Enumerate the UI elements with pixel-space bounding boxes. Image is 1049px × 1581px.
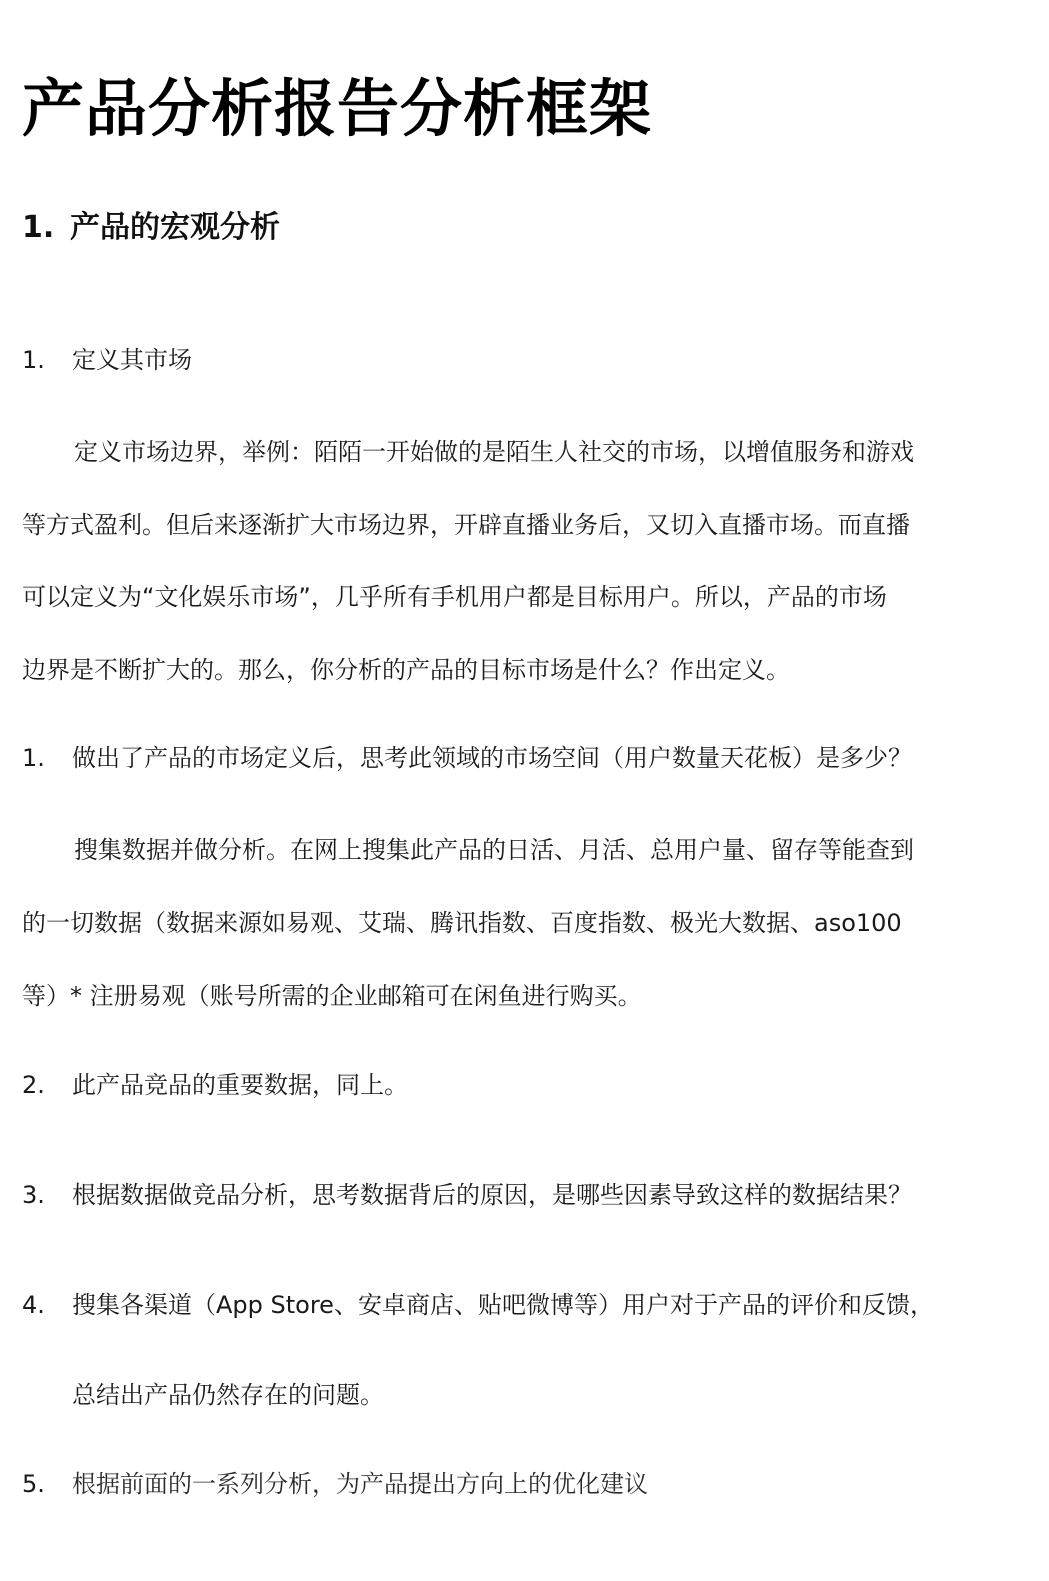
- section-heading: [22, 204, 280, 252]
- list-item-number: 3.: [22, 1181, 45, 1209]
- section-number: 1.: [22, 210, 55, 245]
- paragraph-line: 的一切数据（数据来源如易观、艾瑞、腾讯指数、百度指数、极光大数据、aso100: [22, 909, 902, 937]
- section-title: 产品的宏观分析: [70, 210, 280, 245]
- paragraph-line: 等）* 注册易观（账号所需的企业邮箱可在闲鱼进行购买。: [22, 982, 642, 1010]
- paragraph-line: 可以定义为“文化娱乐市场”，几乎所有手机用户都是目标用户。所以，产品的市场: [22, 583, 887, 611]
- page-title: 产品分析报告分析框架: [22, 72, 653, 145]
- paragraph-line: 搜集数据并做分析。在网上搜集此产品的日活、月活、总用户量、留存等能查到: [74, 836, 914, 864]
- list-item-number: 1.: [22, 744, 45, 772]
- list-item-text: 总结出产品仍然存在的问题。: [72, 1381, 384, 1409]
- list-item-text: 根据前面的一系列分析，为产品提出方向上的优化建议: [72, 1470, 648, 1498]
- list-item-number: 2.: [22, 1071, 45, 1099]
- list-item-number: 5.: [22, 1470, 45, 1498]
- list-item-text: 根据数据做竞品分析，思考数据背后的原因，是哪些因素导致这样的数据结果？: [72, 1181, 912, 1209]
- list-item-number: 1.: [22, 346, 45, 374]
- list-item-text: 此产品竞品的重要数据，同上。: [72, 1071, 408, 1099]
- paragraph-line: 定义市场边界，举例：陌陌一开始做的是陌生人社交的市场，以增值服务和游戏: [74, 438, 914, 466]
- list-item-text: 做出了产品的市场定义后，思考此领域的市场空间（用户数量天花板）是多少？: [72, 744, 912, 772]
- paragraph-line: 边界是不断扩大的。那么，你分析的产品的目标市场是什么？作出定义。: [22, 656, 790, 684]
- list-item-text: 定义其市场: [72, 346, 192, 374]
- list-item-text: 搜集各渠道（App Store、安卓商店、贴吧微博等）用户对于产品的评价和反馈，: [72, 1291, 934, 1319]
- list-item-number: 4.: [22, 1291, 45, 1319]
- paragraph-line: 等方式盈利。但后来逐渐扩大市场边界，开辟直播业务后，又切入直播市场。而直播: [22, 511, 910, 539]
